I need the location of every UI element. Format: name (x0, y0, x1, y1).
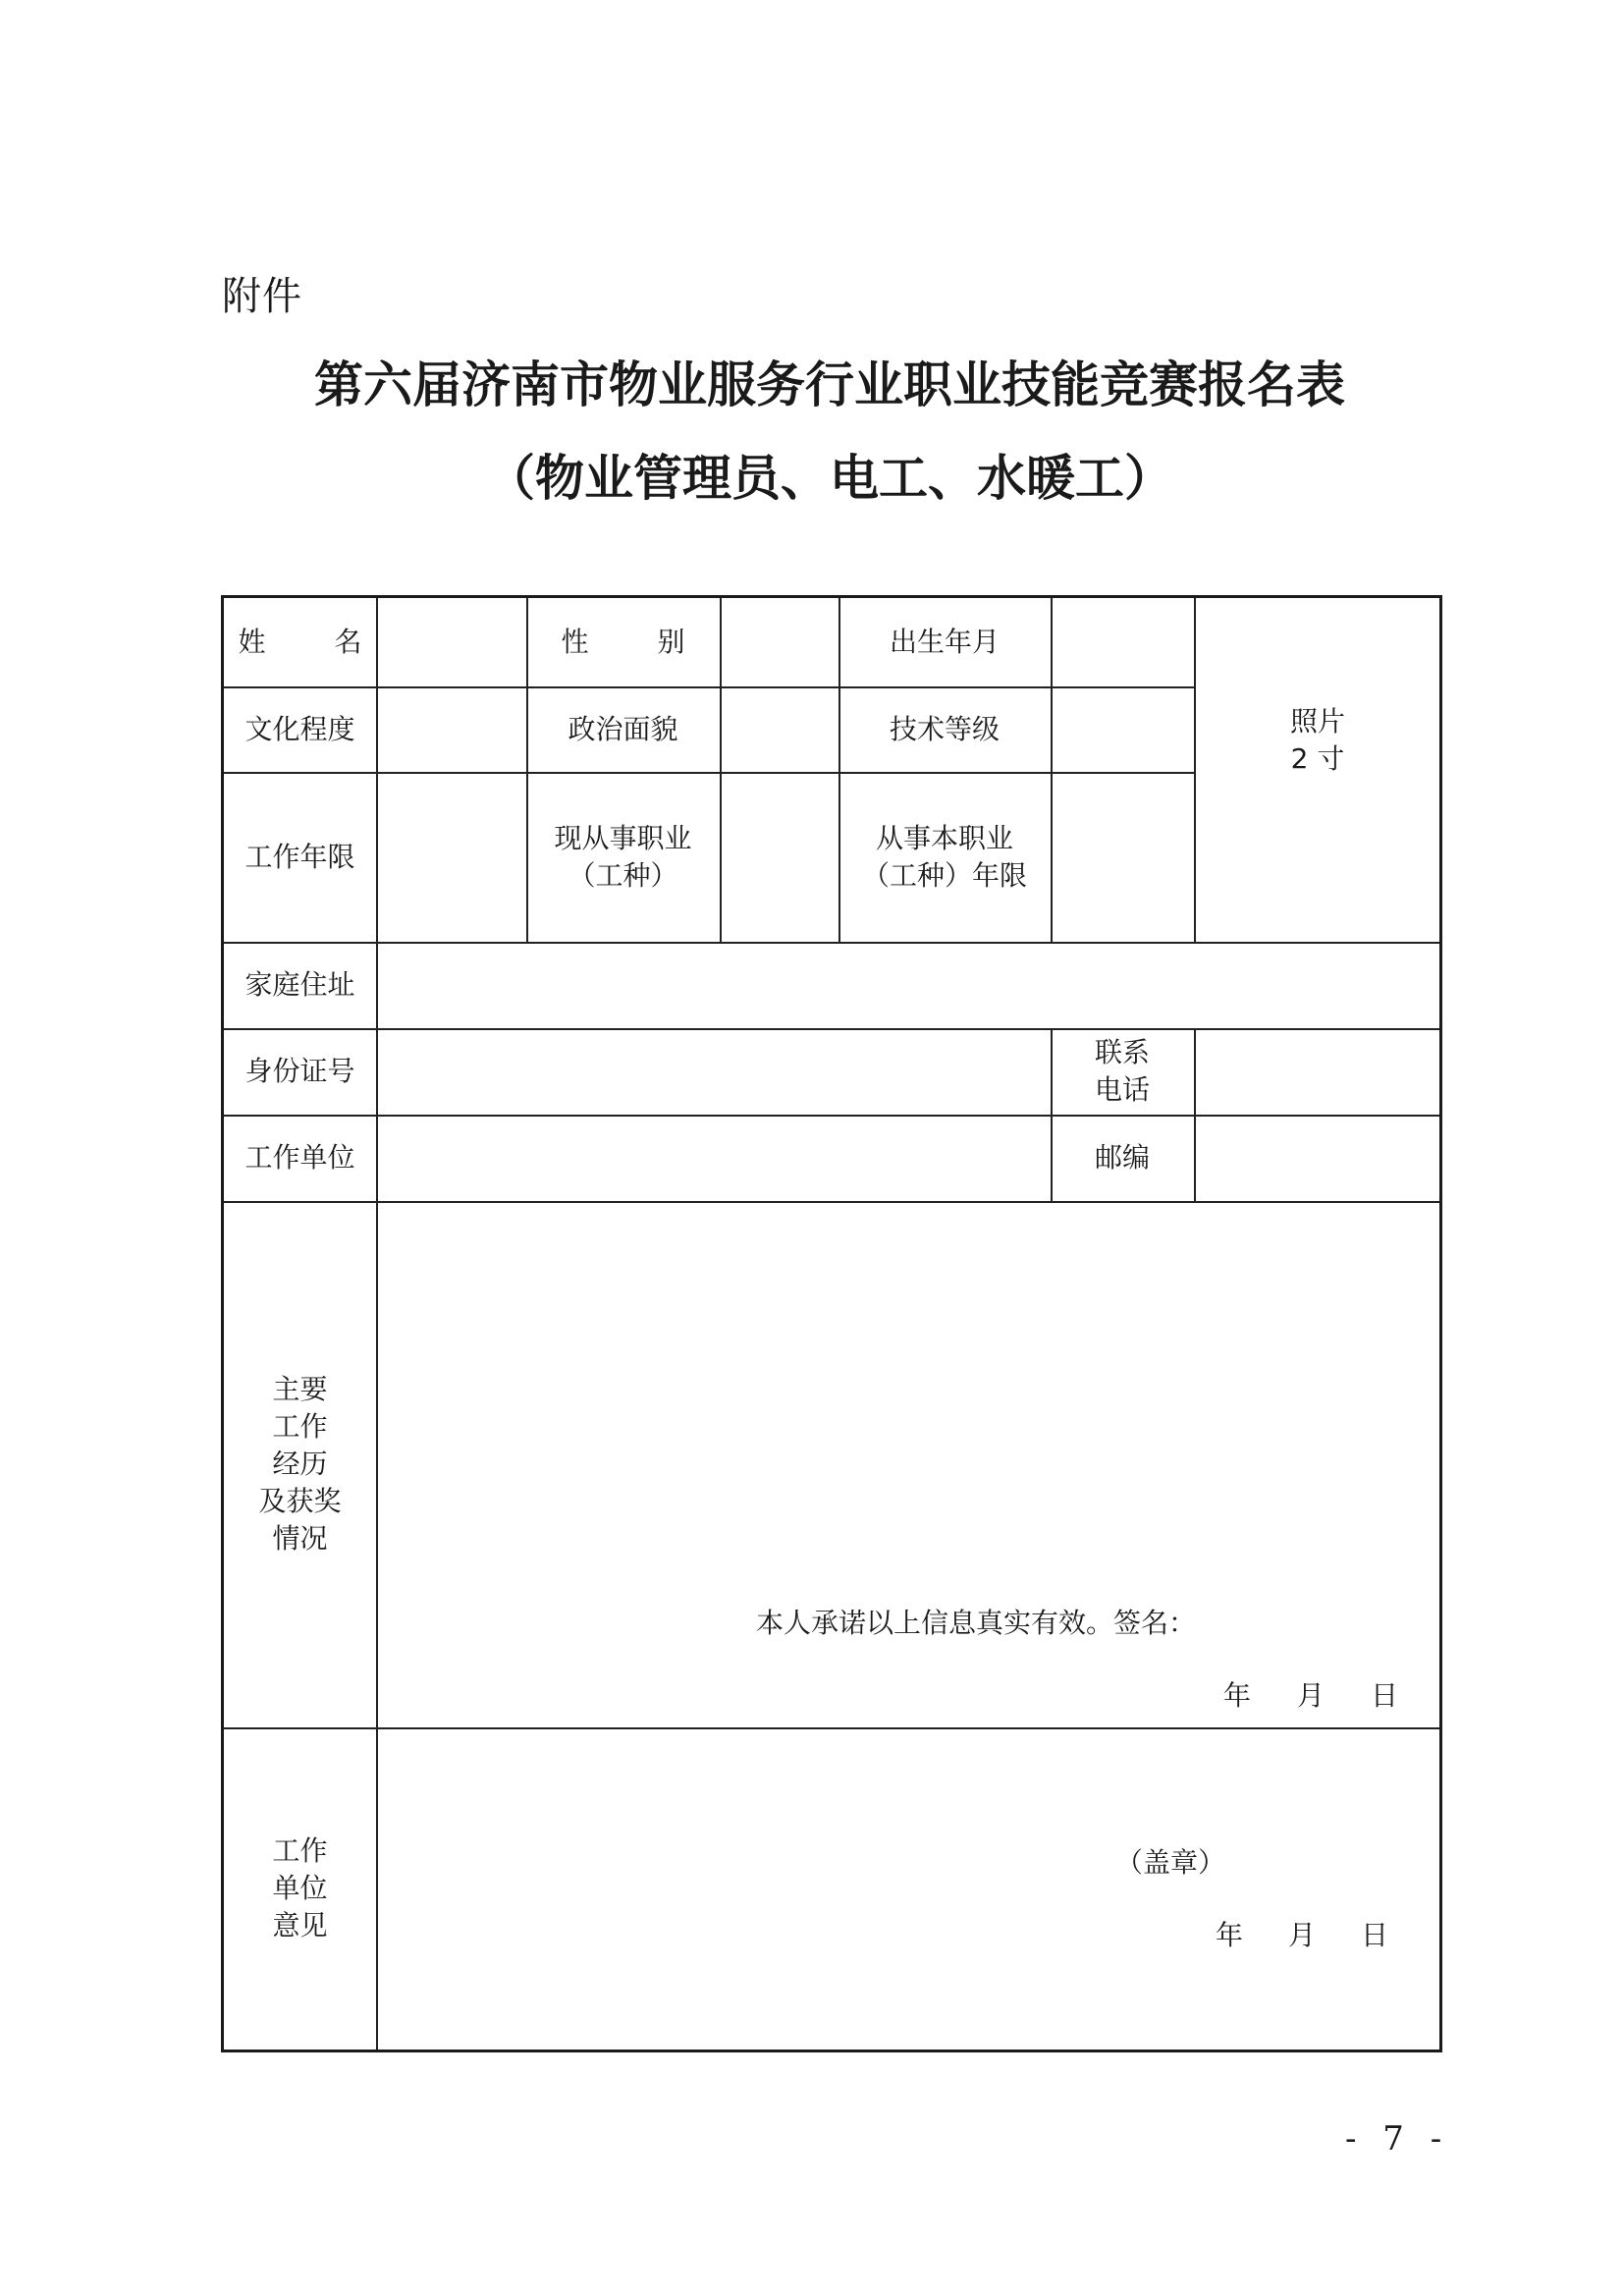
experience-date-year: 年 (1223, 1679, 1252, 1712)
page-number: - 7 - (1345, 2119, 1450, 2159)
occupation-years-label-line: 从事本职业 (875, 821, 1013, 854)
current-occupation-field[interactable] (722, 772, 839, 942)
phone-label-line: 联系 (1094, 1036, 1150, 1068)
employer-field[interactable] (378, 1115, 1051, 1201)
opinion-date-day: 日 (1361, 1919, 1389, 1951)
skill-level-field[interactable] (1053, 686, 1194, 772)
employer-opinion-field[interactable] (378, 1727, 1439, 2050)
form-subtitle: （物业管理员、电工、水暖工） (486, 449, 1173, 507)
current-occupation-label-line: （工种） (568, 858, 678, 892)
form-title: 第六届济南市物业服务行业职业技能竞赛报名表 (314, 355, 1345, 413)
gender-label-char: 性 (561, 626, 589, 658)
gender-label (526, 598, 720, 686)
employer-opinion-label (224, 1727, 376, 2050)
political-status-field[interactable] (722, 686, 839, 772)
birth-date-label: 出生年月 (889, 626, 1000, 658)
photo-label: 照片 (1289, 705, 1345, 738)
phone-label (1051, 1028, 1194, 1115)
employer-opinion-label-line: 意见 (272, 1909, 328, 1941)
postcode-label: 邮编 (1094, 1141, 1150, 1174)
experience-field[interactable] (378, 1201, 1439, 1727)
education-field[interactable] (378, 686, 526, 772)
id-number-label: 身份证号 (244, 1055, 355, 1087)
education-label: 文化程度 (244, 712, 355, 745)
current-occupation-label-line: 现从事职业 (554, 821, 692, 854)
skill-level-label: 技术等级 (889, 712, 1000, 745)
phone-field[interactable] (1196, 1028, 1439, 1115)
experience-label-line: 情况 (272, 1522, 328, 1555)
opinion-date-month: 月 (1288, 1919, 1317, 1951)
current-occupation-label (526, 772, 720, 942)
photo-placeholder[interactable] (1196, 598, 1439, 883)
political-status-label: 政治面貌 (568, 712, 678, 745)
experience-label-line: 及获奖 (258, 1485, 342, 1517)
occupation-years-label (839, 772, 1051, 942)
id-number-field[interactable] (378, 1028, 1051, 1115)
home-address-label: 家庭住址 (244, 968, 355, 1001)
experience-date-month: 月 (1297, 1679, 1325, 1712)
name-label (224, 598, 376, 686)
seal-label: （盖章） (1115, 1846, 1226, 1879)
experience-label-line: 工作 (272, 1410, 328, 1443)
gender-label-char: 别 (657, 626, 685, 658)
employer-opinion-label-line: 单位 (272, 1872, 328, 1904)
postcode-field[interactable] (1196, 1115, 1439, 1201)
photo-size-label: 2 寸 (1290, 742, 1345, 775)
occupation-years-field[interactable] (1053, 772, 1194, 942)
occupation-years-label-line: （工种）年限 (861, 858, 1027, 892)
experience-date-day: 日 (1371, 1679, 1399, 1712)
gender-field[interactable] (722, 598, 839, 686)
home-address-field[interactable] (378, 942, 1439, 1028)
opinion-date-year: 年 (1216, 1919, 1244, 1951)
registration-form-table (221, 595, 1442, 2052)
experience-label (224, 1201, 376, 1727)
name-field[interactable] (378, 598, 526, 686)
phone-label-line: 电话 (1094, 1073, 1150, 1106)
work-years-field[interactable] (378, 772, 526, 942)
name-label-char: 名 (334, 626, 362, 658)
pledge-signature-text: 本人承诺以上信息真实有效。签名： (756, 1607, 1197, 1639)
attachment-label: 附件 (222, 274, 302, 319)
work-years-label: 工作年限 (244, 840, 355, 873)
employer-opinion-label-line: 工作 (272, 1834, 328, 1867)
experience-label-line: 主要 (272, 1373, 328, 1405)
name-label-char: 姓 (238, 626, 266, 658)
employer-label: 工作单位 (244, 1141, 355, 1174)
birth-date-field[interactable] (1053, 598, 1194, 686)
experience-label-line: 经历 (272, 1448, 328, 1480)
